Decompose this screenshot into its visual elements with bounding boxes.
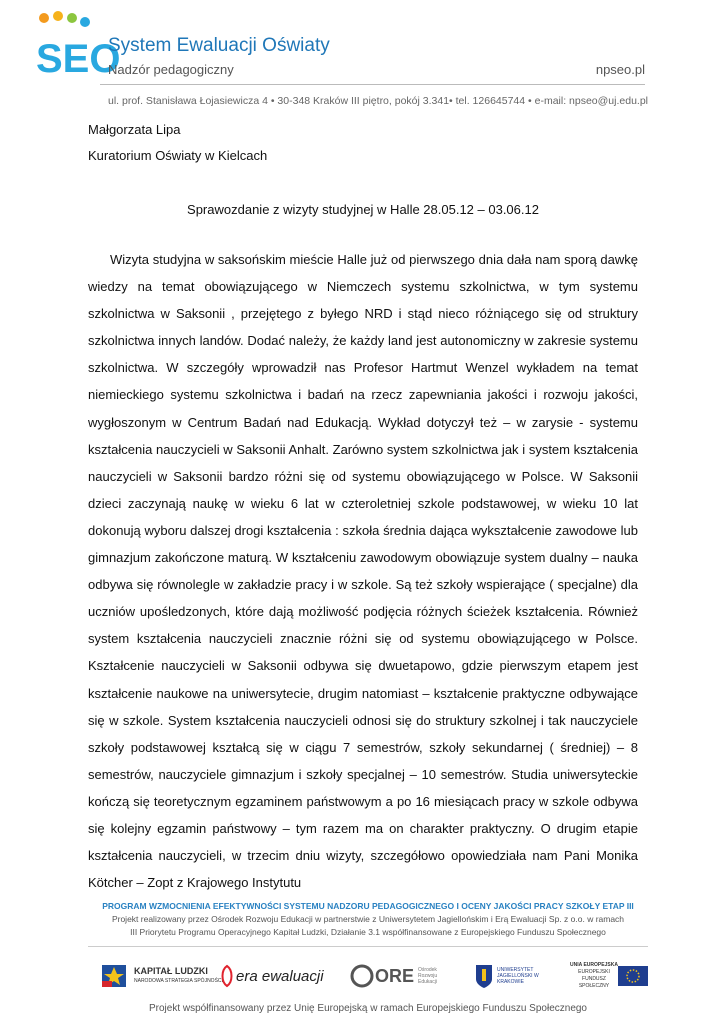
ore-logo: ORE Ośrodek Rozwoju Edukacji [350,960,446,992]
uj-crest-icon [475,963,493,989]
footer-project: Projekt realizowany przez Ośrodek Rozwoju Edukacji w partnerstwie z Uniwersytetem Jagiellońskim i Erą Ewaluacji Sp. z o.o. w ramach [111,914,625,924]
kapital-ludzki-logo: KAPITAŁ LUDZKI NARODOWA STRATEGIA SPÓJNOŚCI [100,960,223,992]
uj-logo: UNIWERSYTET JAGIELLOŃSKI W KRAKOWIE [475,960,541,992]
org-subtitle: Nadzór pedagogiczny [108,62,234,77]
site-link[interactable]: npseo.pl [595,62,645,77]
seo-logo [34,10,121,81]
author-name: Małgorzata Lipa [88,122,181,137]
document-title: Sprawozdanie z wizyty studyjnej w Halle 28.05.12 – 03.06.12 [187,202,539,217]
body-paragraph: Wizyta studyjna w saksońskim mieście Halle już od pierwszego dnia dała nam sporą dawkę wiedzy na temat obowiązującego w Niemczech systemu szkolnictwa, w tym systemu szkolnictwa w Saksonii , przejętego z byłego NRD i stąd nieco różniącego się od struktury szkolnictwa innych landów. Dodać należy, że każdy land jest autonomiczny w zakresie systemu szkolnictwa. W szczegóły wprowadził nas Profesor Hartmut Wenzel wykładem na temat niemieckiego systemu szkolnictwa i badań na rzecz zapewniania jakości i rozwoju jakości, wygłoszonym w Centrum Badań nad Edukacją. Wykład dotyczył też – w zarysie - systemu kształcenia nauczycieli w Saksonii Anhalt. Zarówno system szkolnictwa jak i system kształcenia nauczycieli w Saksonii bardzo różni się od systemu obowiązującego w Polsce. W Saksonii dzieci zaczynają naukę w wieku 6 lat w czteroletniej szkole podstawowej, w wieku 10 lat dokonują wyboru dalszej drogi kształcenia : szkoła średnia dająca wykształcenie zawodowe lub gimnazjum zakończone maturą. W kształceniu zawodowym obowiązuje system dualny – nauka odbywa się równolegle w zakładzie pracy i w szkole. Są też szkoły wspierające ( specjalne) dla uczniów upośledzonych, które dają możliwość podjęcia różnych ścieżek kształcenia. Również system kształcenia nauczycieli znacznie różni się od systemu obowiązującego w Polsce. Kształcenie nauczycieli w Saksonii odbywa się dwuetapowo, gdzie pierwszym etapem jest kształcenie naukowe na uniwersytecie, drugim natomiast – kształcenie praktyczne odbywające się w szkole. System kształcenia nauczycieli odnosi się do struktury szkolnej i tak nauczyciele szkoły podstawowej kształcą się w ciągu 7 semestrów, szkoły sekundarnej ( średniej) – 8 semestrów, nauczyciele gimnazjum i szkoły specjalnej – 10 semestrów. Studia uniwersyteckie kończą się teoretycznym egzaminem państwowym a po 16 miesiącach pracy w szkole odbywa się kolejny egzamin państwowy – tym razem ma on charakter praktyczny. O drugim etapie kształcenia nauczycieli, w trzecim dniu wizyty, szczegółowo opowiedziała nam Pani Monika Kötcher – Zopt z Krajowego Instytutu [88,252,638,891]
footer-priority: III Priorytetu Programu Operacyjnego Kapitał Ludzki, Działanie 3.1 współfinansowane z Europejskiego Funduszu Społecznego [130,927,606,937]
ore-circle-icon [350,964,374,988]
era-swirl-icon [220,964,234,988]
partner-logos [100,960,660,996]
footer-cofinanced: Projekt współfinansowany przez Unię Europejską w ramach Europejskiego Funduszu Społecznego [148,1003,587,1014]
eu-logo: UNIA EUROPEJSKA EUROPEJSKI FUNDUSZ SPOŁECZNY [570,960,648,992]
eu-flag-icon [618,966,648,986]
footer-divider [88,946,648,947]
footer-program: PROGRAM WZMOCNIENIA EFEKTYWNOŚCI SYSTEMU NADZORU PEDAGOGICZNEGO I OCENY JAKOŚCI PRACY SZKOŁY ETAP III [102,901,634,911]
header-divider [100,84,645,85]
kl-star-icon [100,961,130,991]
era-ewaluacji-logo: era ewaluacji [220,960,324,992]
org-title: System Ewaluacji Oświaty [108,35,330,56]
logo-text: SEO [36,37,121,81]
author-institution: Kuratorium Oświaty w Kielcach [88,148,268,163]
address-line: ul. prof. Stanisława Łojasiewicza 4 • 30-348 Kraków III piętro, pokój 3.341• tel. 126645744 • e-mail: npseo@uj.edu.pl [108,95,649,107]
